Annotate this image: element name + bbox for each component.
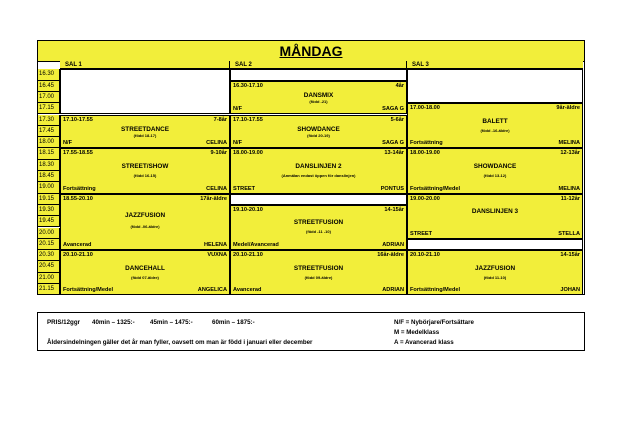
class-teacher: JOHAN: [560, 287, 580, 294]
class-birth-note: (född 20-19): [307, 133, 330, 139]
class-teacher: CELINA: [206, 185, 227, 192]
time-slot: 18.45: [38, 171, 60, 182]
time-slot: 19.00: [38, 182, 60, 193]
class-level: Medel/Avancerad: [233, 242, 279, 249]
class-age: 17år-äldre: [200, 195, 227, 202]
class-age: 7-8år: [213, 116, 227, 123]
time-slot: 18.15: [38, 148, 60, 159]
legend-a: A = Avancerad klass: [394, 339, 454, 346]
time-slot: 17.45: [38, 126, 60, 137]
class-name: STREET/SHOW: [121, 162, 169, 170]
age-note: Åldersindelningen gäller det år man fyller, oavsett om man är född i januari eller december: [47, 339, 313, 346]
class-time: 19.10-20.10: [233, 206, 263, 213]
class-level: Avancerad: [233, 287, 262, 294]
class-name: DANSLINJEN 2: [295, 162, 342, 170]
class-block: [60, 115, 230, 149]
time-slot: 20.45: [38, 261, 60, 272]
class-teacher: ANGELICA: [197, 287, 227, 294]
class-block: [60, 250, 230, 295]
time-slot: 20.15: [38, 239, 60, 250]
class-time: 16.30-17.10: [233, 82, 263, 89]
price-label: PRIS/12ggr: [47, 319, 81, 326]
time-slot: 19.15: [38, 194, 60, 205]
class-block: [230, 115, 407, 149]
time-slot: 17.15: [38, 103, 60, 114]
time-slot: 16.30: [38, 69, 60, 80]
price-footer: [37, 312, 585, 351]
class-age: 12-13år: [560, 150, 580, 157]
class-teacher: MELINA: [558, 185, 580, 192]
class-birth-note: (född -11 -10): [306, 229, 331, 235]
legend-nf: N/F = Nybörjare/Fortsättare: [394, 319, 474, 326]
empty-slot: [230, 69, 407, 80]
class-level: STREET: [233, 185, 256, 192]
room-header-sal-2: SAL 2: [230, 61, 407, 69]
class-age: 14-15år: [384, 206, 404, 213]
class-block: [230, 250, 407, 295]
time-slot: 19.30: [38, 205, 60, 216]
room-header-sal-3: SAL 3: [407, 61, 583, 69]
class-block: [407, 148, 583, 193]
class-level: N/F: [233, 106, 243, 113]
class-time: 18.00-19.00: [410, 150, 440, 157]
class-birth-note: (född 13-12): [483, 172, 507, 178]
class-birth-note: (född 18-17): [133, 133, 157, 139]
class-age: 11-12år: [560, 195, 580, 202]
class-name: JAZZFUSION: [474, 264, 516, 272]
class-teacher: ADRIAN: [382, 287, 404, 294]
class-time: 20.10-21.10: [233, 252, 263, 259]
class-age: 16år-äldre: [377, 252, 404, 259]
class-name: DANSLINJEN 3: [471, 208, 519, 216]
class-level: N/F: [63, 140, 73, 147]
class-level: Avancerad: [63, 242, 92, 249]
class-teacher: MELINA: [558, 140, 580, 147]
class-teacher: ADRIAN: [382, 242, 404, 249]
class-time: 17.55-18.55: [63, 150, 93, 157]
class-time: 17.00-18.00: [410, 105, 440, 112]
class-name: DANSMIX: [303, 91, 334, 99]
class-name: SHOWDANCE: [297, 125, 340, 133]
time-slot: 20.30: [38, 250, 60, 261]
class-age: 9-10år: [210, 150, 227, 157]
class-block: [407, 250, 583, 295]
empty-slot: [407, 69, 583, 103]
class-name: DANCEHALL: [125, 264, 165, 272]
class-time: 18.55-20.10: [63, 195, 93, 202]
class-teacher: STELLA: [558, 230, 580, 237]
class-birth-note: (född 16-15): [133, 172, 157, 178]
class-name: STREETFUSION: [293, 264, 344, 272]
class-time: 18.00-19.00: [233, 150, 263, 157]
class-age: 13-14år: [384, 150, 404, 157]
price-60min: 60min – 1875:-: [212, 319, 255, 326]
class-name: STREETDANCE: [121, 125, 169, 133]
class-birth-note: (född 09-äldre): [304, 274, 333, 280]
class-level: Fortsättning/Medel: [63, 287, 114, 294]
time-slot: 21.15: [38, 284, 60, 295]
class-block: [230, 205, 407, 250]
class-age: VUXNA: [207, 252, 227, 259]
class-birth-note: (född 07-äldre): [131, 274, 159, 280]
class-birth-note: (född -21): [309, 99, 328, 105]
class-level: Fortsättning: [410, 140, 443, 147]
empty-slot: [60, 69, 230, 114]
class-time: 17.10-17.55: [233, 116, 263, 123]
class-name: BALETT: [482, 117, 508, 125]
time-slot: 18.00: [38, 137, 60, 148]
class-time: 20.10-21.10: [410, 252, 440, 259]
class-level: STREET: [410, 230, 433, 237]
time-slot: 18.30: [38, 160, 60, 171]
class-time: 19.00-20.00: [410, 195, 440, 202]
class-level: Fortsättning/Medel: [410, 185, 461, 192]
room-header-sal-1: SAL 1: [60, 61, 230, 69]
class-name: SHOWDANCE: [473, 162, 517, 170]
class-teacher: HELENA: [204, 242, 227, 249]
time-slot: 21.00: [38, 273, 60, 284]
class-name: JAZZFUSION: [124, 211, 166, 219]
class-block: [407, 103, 583, 148]
legend-m: M = Medelklass: [394, 329, 440, 336]
empty-slot: [407, 239, 583, 250]
page-title: MÅNDAG: [38, 41, 584, 62]
class-age: 5-6år: [390, 116, 404, 123]
class-age: 4år: [395, 82, 404, 89]
time-slot: 16.45: [38, 81, 60, 92]
class-level: N/F: [233, 140, 243, 147]
class-name: STREETFUSION: [293, 219, 344, 227]
class-level: Fortsättning: [63, 185, 96, 192]
class-teacher: SAGA G: [382, 106, 404, 113]
time-slot: 19.45: [38, 216, 60, 227]
time-slot: 17.00: [38, 92, 60, 103]
class-time: 20.10-21.10: [63, 252, 93, 259]
class-teacher: CELINA: [206, 140, 227, 147]
class-block: [60, 194, 230, 251]
class-birth-note: (född -06-äldre): [130, 223, 160, 229]
price-40min: 40min – 1325:-: [92, 319, 135, 326]
class-level: Fortsättning/Medel: [410, 287, 461, 294]
class-birth-note: (född 11-10): [483, 274, 507, 280]
price-45min: 45min – 1475:-: [150, 319, 193, 326]
class-time: 17.10-17.55: [63, 116, 93, 123]
schedule-table: [37, 40, 585, 295]
class-age: 14-15år: [560, 252, 580, 259]
class-birth-note: (född -16-äldre): [480, 127, 510, 133]
time-slot: 20.00: [38, 228, 60, 239]
class-teacher: PONTUS: [380, 185, 404, 192]
class-block: [407, 194, 583, 239]
class-birth-note: (Anmälan endast öppen för danslinjen): [281, 172, 356, 178]
class-block: [230, 148, 407, 193]
class-block: [60, 148, 230, 193]
time-slot: 17.30: [38, 115, 60, 126]
class-block: [230, 81, 407, 115]
empty-slot: [230, 194, 407, 205]
class-age: 9år-äldre: [556, 105, 580, 112]
class-teacher: SAGA G: [382, 140, 404, 147]
